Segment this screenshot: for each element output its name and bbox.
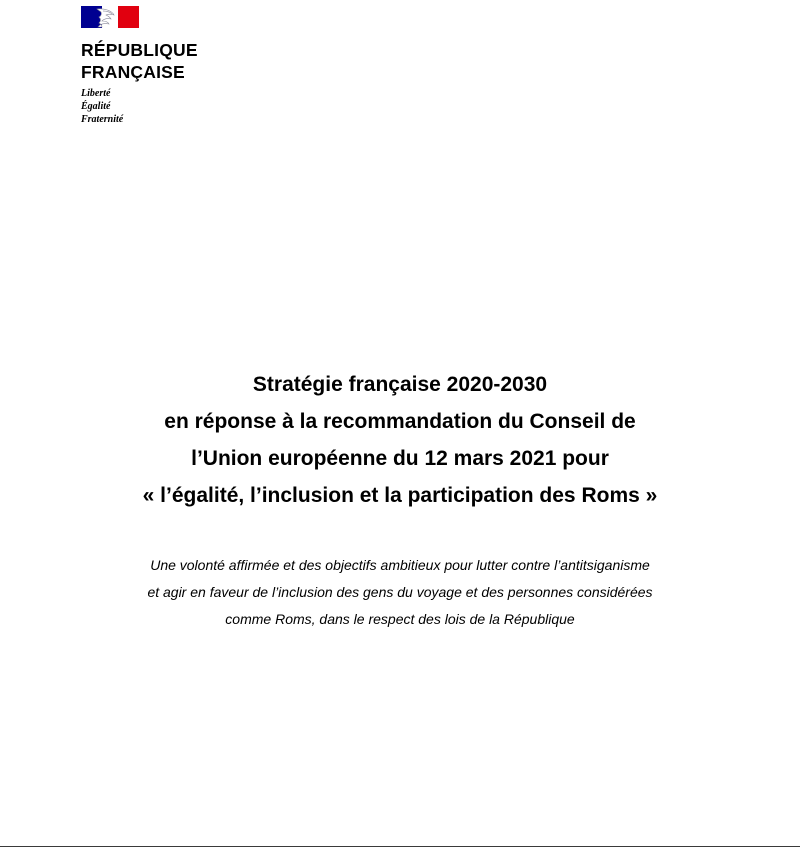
title-line: l’Union européenne du 12 mars 2021 pour <box>191 447 609 470</box>
republique-francaise-logo <box>81 6 281 126</box>
document-title <box>40 366 760 514</box>
motto-liberte: Liberté <box>81 88 111 99</box>
title-line: « l’égalité, l’inclusion et la participation des Roms » <box>142 484 658 507</box>
marianne-flag-icon <box>81 6 139 28</box>
motto-fraternite: Fraternité <box>81 114 124 125</box>
subtitle-line: comme Roms, dans le respect des lois de la République <box>225 611 575 627</box>
title-line: Stratégie française 2020-2030 <box>252 373 548 396</box>
republique-francaise-wordmark <box>81 39 281 83</box>
subtitle-line: Une volonté affirmée et des objectifs ambitieux pour lutter contre l’antitsiganisme <box>150 557 650 573</box>
page-bottom-divider <box>0 846 800 847</box>
motto-egalite: Égalité <box>81 101 111 112</box>
document-subtitle <box>40 552 760 633</box>
wordmark-line-2: FRANÇAISE <box>81 62 185 82</box>
wordmark-line-1: RÉPUBLIQUE <box>81 40 198 60</box>
subtitle-line: et agir en faveur de l’inclusion des gens du voyage et des personnes considérées <box>147 584 653 600</box>
motto <box>81 87 281 126</box>
title-line: en réponse à la recommandation du Conseil de <box>164 410 636 433</box>
